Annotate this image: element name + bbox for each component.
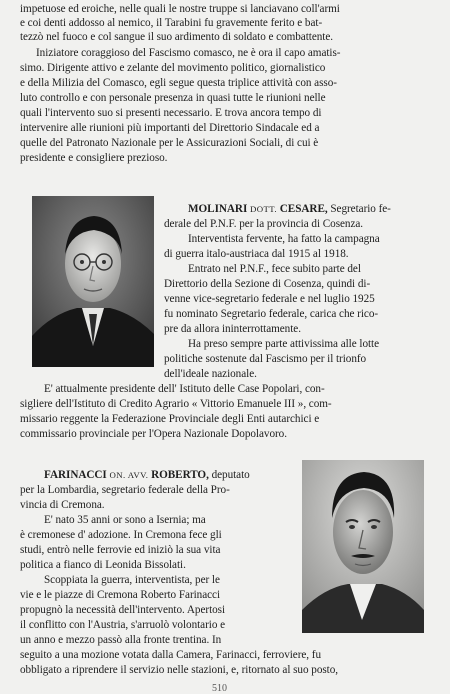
text-line: obbligato a riprendere il servizio nelle stazioni, e, ritornato al suo posto,: [20, 664, 339, 676]
text-line: dell'ideale nazionale.: [164, 368, 257, 380]
text-line: per la Lombardia, segretario federale della Pro-: [20, 484, 230, 496]
molinari-firstname: CESARE,: [279, 203, 328, 215]
text-line: Ha preso sempre parte attivissima alle lotte: [188, 338, 380, 350]
text-line: derale del P.N.F. per la provincia di Cosenza.: [164, 218, 364, 230]
portrait-molinari: [32, 196, 154, 367]
text-line: tezzò nel fuoco e col sangue il suo ardimento di soldato e combattente.: [20, 31, 334, 43]
text-line: luto controllo e con personale presenza in quasi tutte le riunioni nelle: [20, 92, 326, 104]
text-line: simo. Dirigente attivo e zelante del movimento politico, giornalistico: [20, 62, 326, 74]
text-line: propugnò la necessità dell'intervento. Apertosi: [20, 604, 226, 616]
text-line: Iniziatore coraggioso del Fascismo comasco, ne è ora il capo amatis-: [36, 47, 341, 59]
text-line: il conflitto con l'Austria, s'arruolò volontario e: [20, 619, 226, 631]
text-line: venne vice-segretario federale e nel luglio 1925: [164, 293, 375, 305]
molinari-title: DOTT.: [250, 204, 278, 214]
text-line: fu nominato Segretario federale, carica che rico-: [164, 308, 379, 320]
text-line: Scoppiata la guerra, interventista, per le: [44, 574, 220, 586]
text-line: commissario provinciale per l'Opera Nazionale Dopolavoro.: [20, 428, 287, 440]
text-line: e coi denti addosso al nemico, il Tarabini fu gravemente ferito e bat-: [20, 17, 323, 29]
molinari-heading: [188, 202, 391, 216]
farinacci-firstname: ROBERTO,: [151, 469, 209, 481]
text-line: vie e le piazze di Cremona Roberto Farinacci: [20, 589, 221, 601]
text-line: quali l'intervento suo si presenti necessario. E trova ancora tempo di: [20, 107, 322, 119]
text-line: politica a fianco di Leonida Bissolati.: [20, 559, 186, 571]
text-line: Segretario fe-: [330, 203, 391, 215]
farinacci-title: ON. AVV.: [109, 470, 149, 480]
text-line: Interventista fervente, ha fatto la campagna: [188, 233, 380, 245]
farinacci-heading: [44, 468, 250, 482]
text-line: Direttorio della Sezione di Cosenza, quindi di-: [164, 278, 371, 290]
text-line: deputato: [211, 469, 250, 481]
text-line: e della Milizia del Comasco, egli segue questa triplice attività con asso-: [20, 77, 337, 89]
text-line: è cremonese d' adozione. In Cremona fece gli: [20, 529, 222, 541]
text-line: seguito a una mozione votata dalla Camera, Farinacci, ferroviere, fu: [20, 649, 322, 661]
text-line: Entrato nel P.N.F., fece subito parte del: [188, 263, 361, 275]
text-line: pre da allora ininterrottamente.: [164, 323, 301, 335]
portrait-farinacci: [302, 460, 424, 633]
text-line: vincia di Cremona.: [20, 499, 105, 511]
farinacci-surname: FARINACCI: [44, 469, 107, 481]
text-line: presidente e consigliere prezioso.: [20, 152, 168, 164]
page-number: 510: [212, 683, 227, 694]
molinari-surname: MOLINARI: [188, 203, 248, 215]
text-line: missario reggente la Federazione Provinciale degli Enti autarchici e: [20, 413, 320, 425]
text-line: E' nato 35 anni or sono a Isernia; ma: [44, 514, 206, 526]
text-line: sigliere dell'Istituto di Credito Agrario « Vittorio Emanuele III », com-: [20, 398, 332, 410]
text-line: E' attualmente presidente dell' Istituto delle Case Popolari, con-: [44, 383, 325, 395]
text-line: studi, entrò nelle ferrovie ed iniziò la sua vita: [20, 544, 221, 556]
text-line: impetuose ed eroiche, nelle quali le nostre truppe si lanciavano coll'armi: [20, 3, 340, 15]
text-line: intervenire alle riunioni più importanti del Direttorio Sindacale ed a: [20, 122, 320, 134]
text-line: di guerra italo-austriaca dal 1915 al 1918.: [164, 248, 349, 260]
text-line: politiche sostenute dal Fascismo per il trionfo: [164, 353, 367, 365]
text-line: quelle del Patronato Nazionale per le Assicurazioni Sociali, di cui è: [20, 137, 319, 149]
text-line: un anno e mezzo passò alla fronte trentina. In: [20, 634, 222, 646]
